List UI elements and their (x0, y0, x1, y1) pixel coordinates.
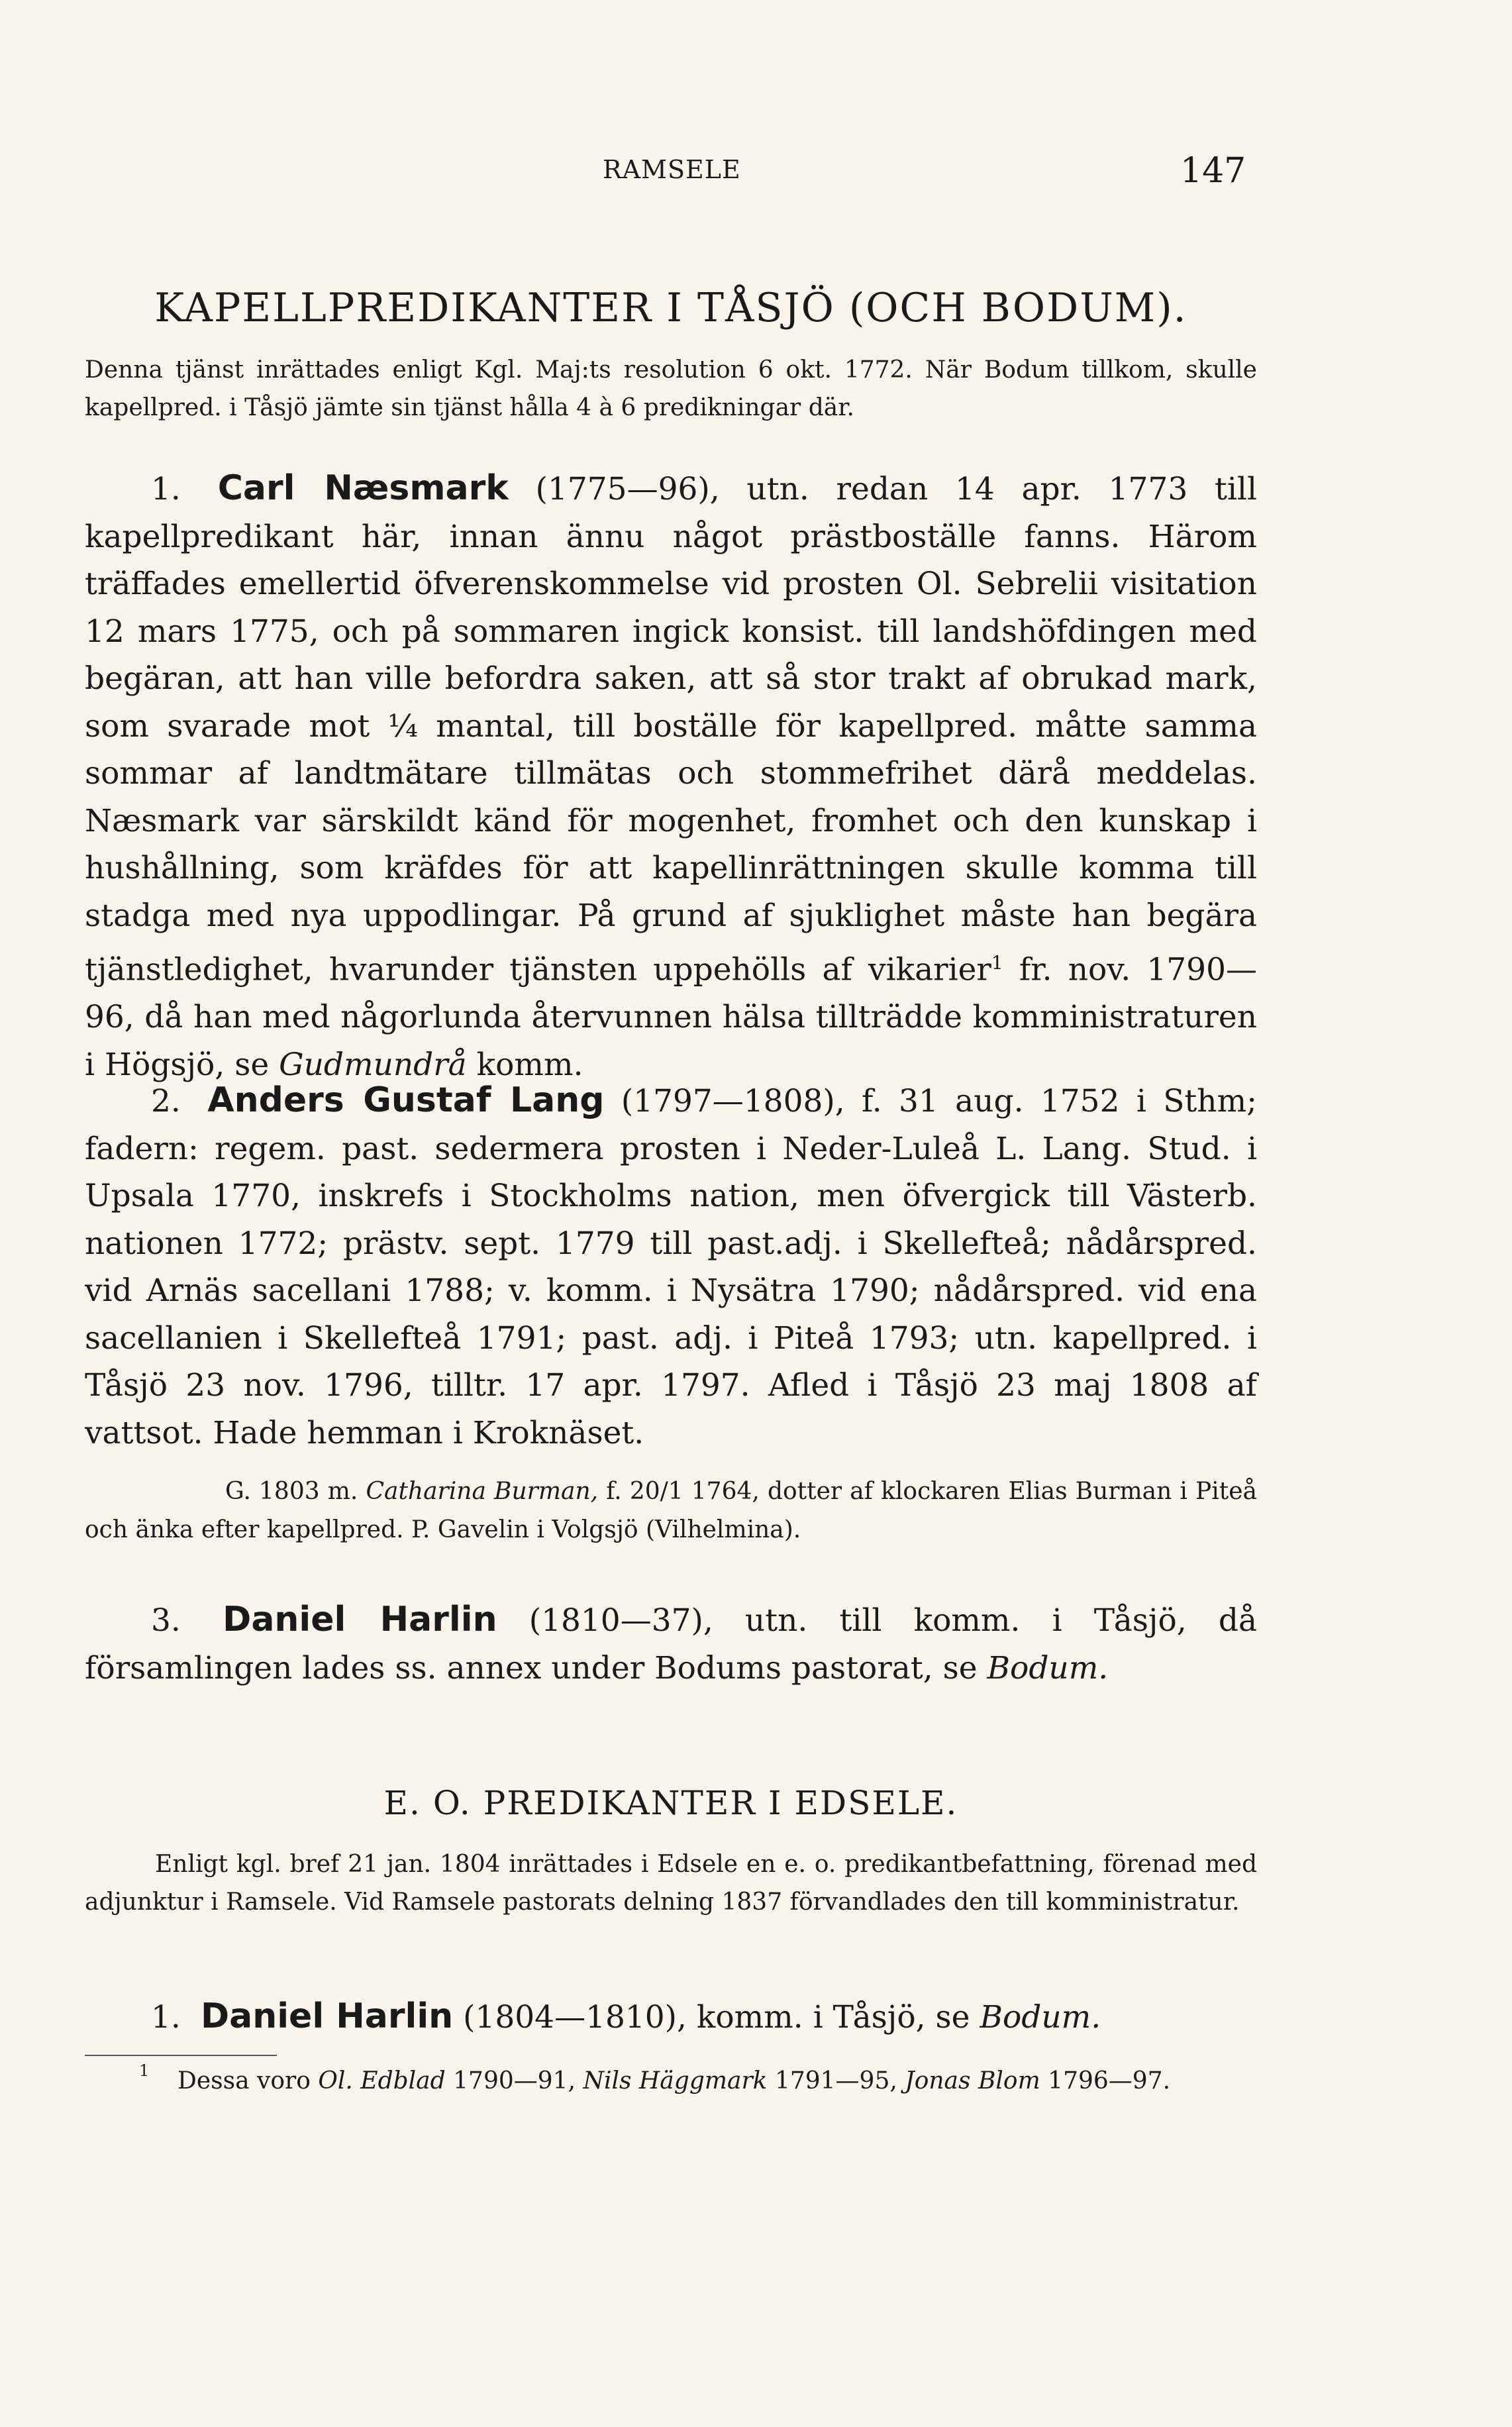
fraction: ¼ (387, 707, 419, 745)
entry-number: 1. (151, 471, 181, 507)
entry-text: (1810—37), utn. till komm. i Tåsjö, då församlingen lades ss. annex under Bodums pastorat, se (85, 1602, 1257, 1686)
footnote-name: Jonas Blom (905, 2067, 1040, 2094)
footnote-years: 1790—91, (453, 2067, 576, 2094)
footnote (177, 2067, 1170, 2094)
section-heading-kapellpredikanter (85, 285, 1257, 331)
entry-carl-naesmark (85, 465, 1257, 1088)
marriage-text: f. (606, 1478, 622, 1505)
footnote-years: 1796—97. (1048, 2067, 1171, 2094)
entry-name: Carl Næsmark (217, 468, 509, 508)
footnote-divider (85, 2055, 277, 2056)
footnote-years: 1791—95, (774, 2067, 897, 2094)
section-intro (85, 1845, 1257, 1921)
entry-number: 2. (151, 1083, 181, 1119)
footnote-name: Ol. Edblad (318, 2067, 446, 2094)
birth-date: 20/1 (629, 1478, 683, 1505)
marriage-text: 1764, dotter af klockaren Elias Burman i Piteå och änka efter kapellpred. P. Gavelin i Volgsjö (Vilhelmina). (85, 1478, 1258, 1543)
cross-reference: Gudmundrå (279, 1046, 467, 1083)
entry-daniel-harlin-tasjo (85, 1596, 1257, 1692)
entry-text: (1797—1808), f. 31 aug. 1752 i Sthm; fadern: regem. past. sedermera prosten i Neder-Luleå L. Lang. Stud. i Upsala 1770, inskrefs i Stockholms nation, men öfvergick till Västerb. nationen 1772; prästv. sept. 1779 till past.adj. i Skellefteå; nådårspred. vid Arnäs sacellani 1788; v. komm. i Nysätra 1790; nådårspred. vid ena sacellanien i Skellefteå 1791; past. adj. i Piteå 1793; utn. kapellpred. i Tåsjö 23 nov. 1796, tilltr. 17 apr. 1797. Afled i Tåsjö 23 maj 1808 af vattsot. Hade hemman i Kroknäset. (85, 1083, 1257, 1451)
cross-reference: Bodum. (987, 1649, 1109, 1686)
entry-text-cont: fr. nov. 1790—96, då han med någorlunda återvunnen hälsa tillträdde komministraturen i Högsjö, se (85, 951, 1257, 1083)
footnote-name: Nils Häggmark (583, 2067, 768, 2094)
entry-number: 1. (151, 1999, 181, 2036)
marriage-text: G. 1803 m. (225, 1478, 358, 1505)
entry-text: (1775—96), utn. redan 14 apr. 1773 till kapellpredikant här, innan ännu något prästboställe fanns. Härom träffades emellertid öfverenskommelse vid prosten Ol. Sebrelii visitation 12 mars 1775, och på sommaren ingick konsist. till landshöfdingen med begäran, att han ville befordra saken, att så stor trakt af obrukad mark, som svarade mot (85, 471, 1257, 745)
section-title: KAPELLPREDIKANTER I TÅSJÖ (OCH BODUM). (154, 285, 1187, 331)
entry-name: Daniel Harlin (200, 1996, 454, 2036)
footnote-mark: 1 (139, 2061, 150, 2080)
running-header (0, 151, 1512, 197)
section-heading-edsele (85, 1784, 1257, 1822)
intro-text: Enligt kgl. bref 21 jan. 1804 inrättades i Edsele en e. o. predikantbefattning, förenad med adjunktur i Ramsele. Vid Ramsele pastorats delning 1837 förvandlades den till komministratur. (85, 1851, 1257, 1916)
entry-text-end: komm. (476, 1046, 583, 1083)
footnote-ref: 1 (991, 952, 1003, 974)
entry-name: Anders Gustaf Lang (207, 1080, 605, 1120)
intro-text: Denna tjänst inrättades enligt Kgl. Maj:ts resolution 6 okt. 1772. När Bodum tillkom, skulle kapellpred. i Tåsjö jämte sin tjänst hålla 4 à 6 predikningar där. (85, 356, 1257, 421)
spouse-name: Catharina Burman, (366, 1478, 599, 1505)
section-title: E. O. PREDIKANTER I EDSELE. (383, 1784, 958, 1822)
running-title: RAMSELE (603, 155, 741, 184)
entry-number: 3. (151, 1602, 181, 1639)
section-intro (85, 351, 1257, 427)
marriage-note (85, 1472, 1257, 1549)
entry-anders-gustaf-lang (85, 1077, 1257, 1457)
footnote-text: Dessa voro (177, 2067, 311, 2094)
entry-daniel-harlin-edsele (85, 1993, 1257, 2041)
entry-text-cont: mantal, till boställe för kapellpred. måtte samma sommar af landtmätare tillmätas och stommefrihet därå meddelas. Næsmark var särskildt känd för mogenhet, fromhet och den kunskap i hushållning, som kräfdes för att kapellinrättningen skulle komma till stadga med nya uppodlingar. På grund af sjuklighet måste han begära tjänstledighet, hvarunder tjänsten uppehölls af vikarier (85, 707, 1257, 988)
cross-reference: Bodum. (980, 1999, 1101, 2036)
page-number: 147 (1180, 151, 1246, 191)
entry-text: (1804—1810), komm. i Tåsjö, se (463, 1999, 970, 2036)
entry-name: Daniel Harlin (223, 1600, 497, 1639)
